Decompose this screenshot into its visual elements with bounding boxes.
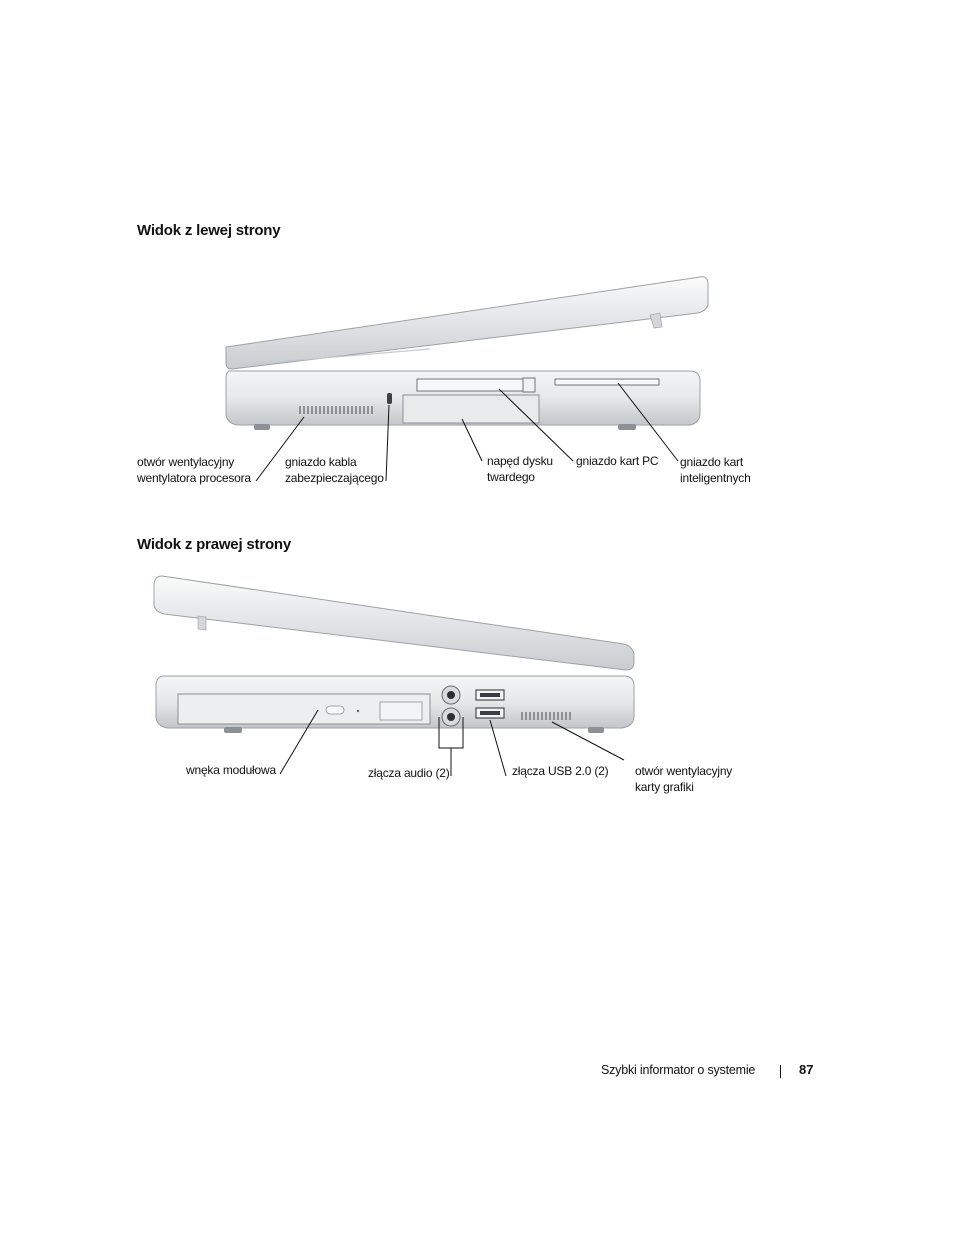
label-cpu-vent: otwór wentylacyjny wentylatora procesora — [137, 455, 251, 485]
page-number: 87 — [799, 1062, 814, 1077]
label-smart-card: gniazdo kart inteligentnych — [680, 455, 751, 485]
label-usb: złącza USB 2.0 (2) — [512, 764, 609, 778]
label-gpu-vent: otwór wentylacyjny karty grafiki — [635, 764, 733, 794]
label-pc-card: gniazdo kart PC — [576, 454, 659, 468]
right-view-heading: Widok z prawej strony — [137, 536, 292, 553]
label-module-bay: wnęka modułowa — [186, 763, 276, 777]
label-hard-drive: napęd dysku twardego — [487, 454, 553, 484]
left-view-heading: Widok z lewej strony — [137, 222, 281, 239]
label-security-slot: gniazdo kabla zabezpieczającego — [285, 455, 384, 485]
footer-title: Szybki informator o systemie — [601, 1063, 756, 1077]
label-audio: złącza audio (2) — [368, 766, 450, 780]
footer-separator — [780, 1065, 781, 1078]
